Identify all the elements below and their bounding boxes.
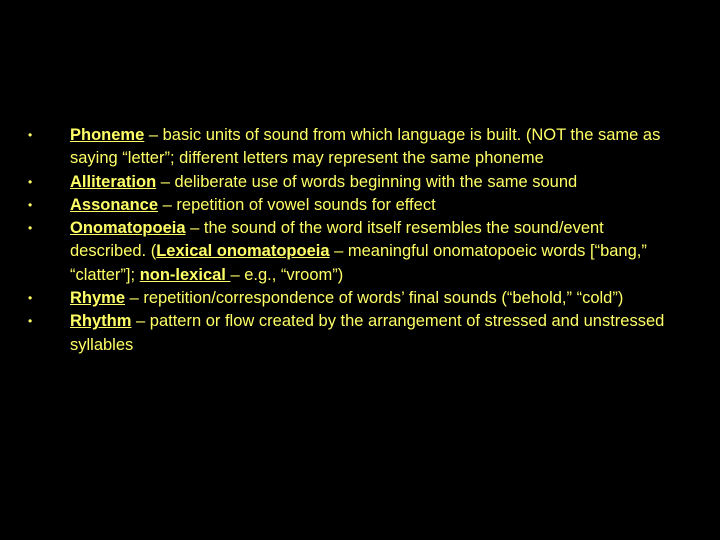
bullet-item-phoneme [28,124,678,171]
term-non-lexical: non-lexical [139,265,231,284]
bullet-icon: • [28,174,33,189]
definition-alliteration: – deliberate use of words beginning with the same sound [156,172,578,191]
bullet-icon: • [28,291,33,306]
term-alliteration: Alliteration [70,172,157,191]
bullet-item-rhyme [28,287,678,310]
bullet-item-alliteration [28,171,678,194]
definition-assonance: – repetition of vowel sounds for effect [158,195,436,214]
bullet-icon: • [28,128,33,142]
term-phoneme: Phoneme [70,126,145,144]
bullet-icon: • [28,197,33,212]
definition-onomatopoeia: – the sound of the word itself resembles the sound/event described. ( [70,219,604,261]
definition-rhythm: – pattern or flow created by the arrangement of stressed and unstressed syllables [70,312,665,354]
definition-rhyme: – repetition/correspondence of words’ final sounds (“behold,” “cold”) [125,289,624,308]
bullet-list [28,124,678,357]
bullet-item-rhythm [28,310,678,357]
bullet-item-onomatopoeia [28,217,678,287]
bullet-icon: • [28,221,33,236]
term-rhythm: Rhythm [70,312,132,331]
definition-phoneme: – basic units of sound from which language is built. (NOT the same as saying “letter”; different letters may represent the same phoneme [70,126,661,168]
term-assonance: Assonance [70,195,159,214]
bullet-item-assonance [28,194,678,217]
term-lexical-onomatopoeia: Lexical onomatopoeia [156,242,330,261]
definition-lexical-onomatopoeia: – meaningful onomatopoeic words [“bang,” “clatter”]; [70,242,647,284]
bullet-icon: • [28,314,33,329]
definition-non-lexical: – e.g., “vroom”) [230,265,344,284]
term-rhyme: Rhyme [70,289,126,308]
term-onomatopoeia: Onomatopoeia [70,219,186,238]
